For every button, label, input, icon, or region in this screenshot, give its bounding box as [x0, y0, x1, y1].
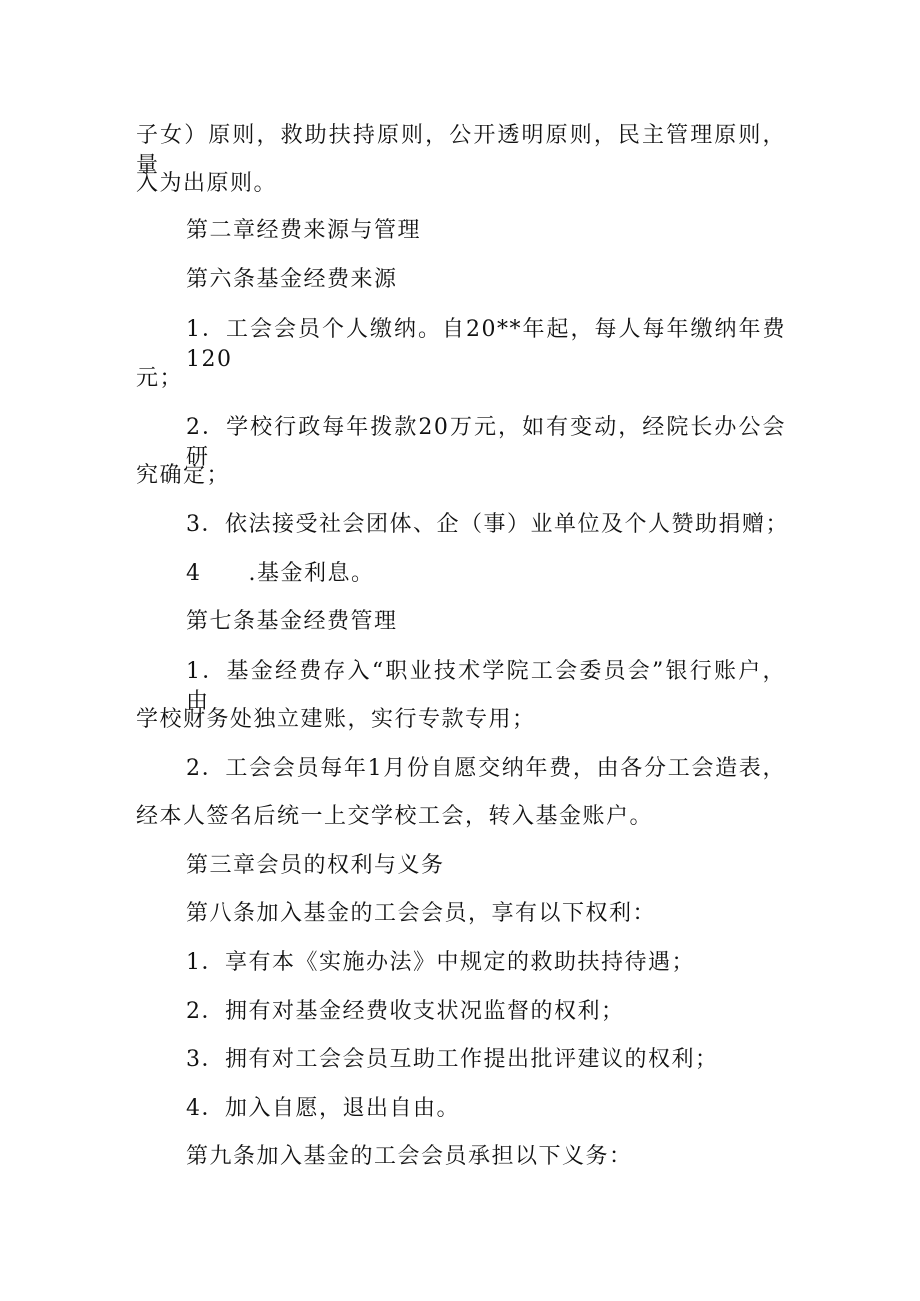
article-8-item-3: 3．拥有对工会会员互助工作提出批评建议的权利； — [186, 1047, 719, 1072]
paragraph-line-1: 子女）原则，救助扶持原则，公开透明原则，民主管理原则，量 — [136, 123, 786, 178]
article-8-heading: 第八条加入基金的工会会员，享有以下权利： — [186, 901, 657, 926]
article-8-item-4: 4．加入自愿，退出自由。 — [186, 1096, 460, 1121]
article-8-item-1: 1．享有本《实施办法》中规定的救助扶持待遇； — [186, 950, 695, 975]
article-8-item-2: 2．拥有对基金经费收支状况监督的权利； — [186, 999, 625, 1024]
article-9-heading: 第九条加入基金的工会会员承担以下义务： — [186, 1144, 633, 1169]
article-7-item-2: 2．工会会员每年1月份自愿交纳年费，由各分工会造表， — [186, 756, 786, 781]
article-6-heading: 第六条基金经费来源 — [186, 267, 398, 292]
chapter-heading-2: 第二章经费来源与管理 — [186, 218, 422, 243]
article-6-item-1-cont: 元； — [136, 366, 184, 391]
chapter-heading-3: 第三章会员的权利与义务 — [186, 853, 445, 878]
article-6-item-2-cont: 究确定； — [136, 463, 231, 488]
article-7-heading: 第七条基金经费管理 — [186, 609, 398, 634]
article-6-item-4: 4 .基金利息。 — [186, 561, 375, 586]
article-7-item-2-cont: 经本人签名后统一上交学校工会，转入基金账户。 — [136, 804, 654, 829]
article-6-item-2: 2．学校行政每年拨款20万元，如有变动，经院长办公会研 — [186, 415, 786, 470]
paragraph-line-2: 入为出原则。 — [136, 171, 278, 196]
article-6-item-3: 3．依法接受社会团体、企（事）业单位及个人赞助捐赠； — [186, 512, 789, 537]
article-6-item-1: 1．工会会员个人缴纳。自20**年起，每人每年缴纳年费120 — [186, 317, 786, 372]
article-7-item-1: 1．基金经费存入“职业技术学院工会委员会”银行账户，由 — [186, 659, 786, 714]
article-7-item-1-cont: 学校财务处独立建账，实行专款专用； — [136, 707, 536, 732]
